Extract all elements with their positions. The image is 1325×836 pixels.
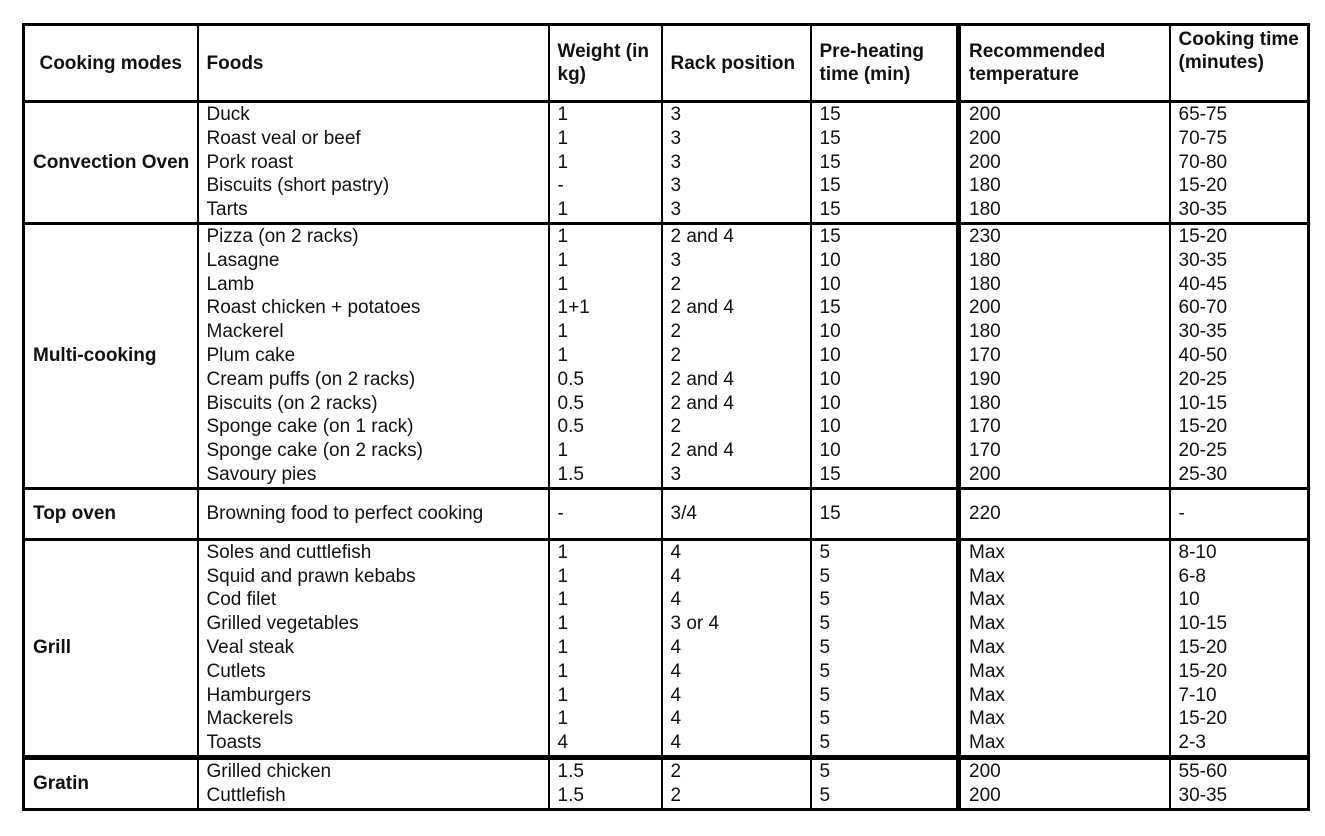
cell-weight: 1 [557, 440, 569, 462]
group-multi-cooking [24, 223, 1309, 488]
cell-cooking-time: 55-60 [1178, 760, 1228, 782]
cell-weight: 1 [557, 636, 569, 658]
cell-rack-position: 3/4 [670, 502, 697, 524]
group-grill [24, 539, 1309, 757]
cell-rack-position: 4 [670, 708, 682, 730]
column-rack-position [662, 102, 811, 224]
cell-preheating-time: 5 [819, 660, 831, 682]
cell-food: Grilled chicken [206, 760, 332, 782]
cell-cooking-time: 10-15 [1178, 392, 1228, 414]
cell-cooking-time: 15-20 [1178, 708, 1228, 730]
cell-rack-position: 2 [670, 344, 682, 366]
table-row [24, 488, 1309, 539]
cell-rack-position: 2 [670, 784, 682, 806]
cooking-modes-table [22, 23, 1310, 811]
cell-rack-position: 2 [670, 760, 682, 782]
cell-weight: 1 [557, 684, 569, 706]
cell-food: Soles and cuttlefish [206, 541, 372, 563]
column-rack-position [662, 488, 811, 539]
cell-preheating-time: 15 [819, 199, 841, 221]
column-temperature [959, 757, 1170, 809]
column-weight [549, 757, 662, 809]
cell-cooking-time: 2-3 [1178, 732, 1206, 754]
group-convection-oven [24, 102, 1309, 224]
column-temperature [959, 102, 1170, 224]
cell-preheating-time: 15 [819, 151, 841, 173]
column-temperature [959, 539, 1170, 757]
cell-weight: 1 [557, 321, 569, 343]
column-cooking-time [1170, 223, 1309, 488]
column-cooking-time [1170, 757, 1309, 809]
cell-cooking-time: 6-8 [1178, 565, 1206, 587]
table-row [24, 539, 1309, 757]
cooking-table-container [22, 23, 1307, 811]
cell-rack-position: 2 and 4 [670, 392, 734, 414]
cell-cooking-time: 20-25 [1178, 440, 1228, 462]
cell-preheating-time: 10 [819, 416, 841, 438]
cell-food: Roast veal or beef [206, 127, 361, 149]
cell-food: Grilled vegetables [206, 613, 359, 635]
cell-cooking-time: 40-50 [1178, 344, 1228, 366]
cell-food: Cod filet [206, 589, 277, 611]
group-top-oven [24, 488, 1309, 539]
cell-food: Sponge cake (on 1 rack) [206, 416, 414, 438]
cell-cooking-time: 20-25 [1178, 368, 1228, 390]
cell-cooking-time: 40-45 [1178, 273, 1228, 295]
cooking-mode-label: Gratin [24, 757, 198, 809]
column-weight [549, 102, 662, 224]
cell-weight: 1 [557, 565, 569, 587]
cooking-mode-label: Top oven [24, 488, 198, 539]
cell-rack-position: 2 and 4 [670, 440, 734, 462]
cell-rack-position: 4 [670, 636, 682, 658]
cell-weight: 0.5 [557, 416, 584, 438]
cell-temperature: 200 [969, 784, 1001, 806]
cell-food: Mackerels [206, 708, 294, 730]
cell-temperature: 200 [969, 127, 1001, 149]
cell-rack-position: 2 and 4 [670, 225, 734, 247]
cell-preheating-time: 15 [819, 127, 841, 149]
cell-preheating-time: 15 [819, 225, 841, 247]
cell-preheating-time: 10 [819, 321, 841, 343]
cell-temperature: Max [969, 684, 1005, 706]
group-gratin [24, 757, 1309, 809]
cell-temperature: 180 [969, 392, 1001, 414]
table-row [24, 757, 1309, 809]
cell-weight: 1.5 [557, 784, 584, 806]
cell-cooking-time: 10 [1178, 589, 1200, 611]
cell-food: Duck [206, 104, 250, 125]
cell-weight: 4 [557, 732, 569, 754]
cell-food: Browning food to perfect cooking [206, 502, 484, 524]
cell-temperature: Max [969, 541, 1005, 563]
cell-weight: 1.5 [557, 463, 584, 485]
cell-food: Biscuits (on 2 racks) [206, 392, 378, 414]
cell-temperature: 190 [969, 368, 1001, 390]
cell-rack-position: 2 [670, 321, 682, 343]
cell-preheating-time: 15 [819, 297, 841, 319]
cell-temperature: Max [969, 708, 1005, 730]
cell-cooking-time: 65-75 [1178, 104, 1228, 125]
cell-rack-position: 3 [670, 127, 682, 149]
cell-weight: 1 [557, 541, 569, 563]
cell-food: Lamb [206, 273, 255, 295]
cell-weight: 1 [557, 151, 569, 173]
cell-food: Hamburgers [206, 684, 312, 706]
cell-preheating-time: 5 [819, 541, 831, 563]
table-header [24, 25, 1309, 102]
cell-preheating-time: 15 [819, 502, 841, 524]
header-weight: Weight (in kg) [549, 25, 662, 102]
cell-cooking-time: - [1178, 502, 1185, 524]
cell-preheating-time: 5 [819, 760, 831, 782]
cell-weight: 1 [557, 104, 569, 125]
cell-preheating-time: 10 [819, 249, 841, 271]
cell-food: Cutlets [206, 660, 266, 682]
column-preheating-time [811, 757, 959, 809]
cell-temperature: Max [969, 565, 1005, 587]
cell-rack-position: 4 [670, 732, 682, 754]
cell-cooking-time: 70-80 [1178, 151, 1228, 173]
cell-weight: 1 [557, 589, 569, 611]
cell-cooking-time: 15-20 [1178, 636, 1228, 658]
cell-rack-position: 2 and 4 [670, 368, 734, 390]
column-food [198, 102, 549, 224]
cell-rack-position: 4 [670, 565, 682, 587]
column-cooking-time [1170, 488, 1309, 539]
cell-temperature: 170 [969, 344, 1001, 366]
cell-preheating-time: 10 [819, 273, 841, 295]
cell-food: Tarts [206, 199, 248, 221]
cell-temperature: 230 [969, 225, 1001, 247]
cell-rack-position: 4 [670, 684, 682, 706]
cell-food: Roast chicken + potatoes [206, 297, 421, 319]
cell-temperature: Max [969, 636, 1005, 658]
cell-preheating-time: 10 [819, 392, 841, 414]
cell-cooking-time: 70-75 [1178, 127, 1228, 149]
cell-food: Biscuits (short pastry) [206, 175, 390, 197]
cell-weight: 1 [557, 273, 569, 295]
cell-weight: 0.5 [557, 368, 584, 390]
table-row [24, 223, 1309, 488]
cooking-mode-label: Multi-cooking [24, 223, 198, 488]
column-temperature [959, 223, 1170, 488]
column-food [198, 757, 549, 809]
cell-cooking-time: 15-20 [1178, 416, 1228, 438]
cell-cooking-time: 15-20 [1178, 225, 1228, 247]
cell-preheating-time: 10 [819, 368, 841, 390]
cell-food: Mackerel [206, 321, 284, 343]
cell-weight: 1 [557, 225, 569, 247]
cell-weight: - [557, 502, 564, 524]
column-preheating-time [811, 488, 959, 539]
cell-preheating-time: 15 [819, 463, 841, 485]
cell-cooking-time: 7-10 [1178, 684, 1217, 706]
cell-weight: 1 [557, 127, 569, 149]
cell-preheating-time: 5 [819, 589, 831, 611]
cell-rack-position: 3 [670, 199, 682, 221]
header-recommended-temperature: Recommended temperature [959, 25, 1170, 102]
cell-temperature: 180 [969, 321, 1001, 343]
cell-rack-position: 2 [670, 273, 682, 295]
cell-temperature: 200 [969, 463, 1001, 485]
cell-food: Plum cake [206, 344, 296, 366]
cell-food: Lasagne [206, 249, 280, 271]
cell-rack-position: 3 [670, 151, 682, 173]
column-cooking-time [1170, 102, 1309, 224]
column-rack-position [662, 539, 811, 757]
cell-rack-position: 4 [670, 660, 682, 682]
column-food [198, 488, 549, 539]
cell-cooking-time: 30-35 [1178, 784, 1228, 806]
cell-temperature: 170 [969, 416, 1001, 438]
cell-food: Veal steak [206, 636, 295, 658]
cell-preheating-time: 5 [819, 784, 831, 806]
cell-cooking-time: 15-20 [1178, 175, 1228, 197]
column-weight [549, 223, 662, 488]
cell-preheating-time: 5 [819, 565, 831, 587]
column-preheating-time [811, 223, 959, 488]
cell-weight: 1 [557, 344, 569, 366]
column-preheating-time [811, 539, 959, 757]
cell-temperature: 200 [969, 297, 1001, 319]
cell-weight: - [557, 175, 564, 197]
cell-temperature: 180 [969, 249, 1001, 271]
header-cooking-modes: Cooking modes [24, 25, 198, 102]
cell-rack-position: 3 [670, 104, 682, 125]
cell-food: Toasts [206, 732, 262, 754]
cell-temperature: 200 [969, 760, 1001, 782]
cell-weight: 1.5 [557, 760, 584, 782]
cell-weight: 1 [557, 708, 569, 730]
cell-cooking-time: 30-35 [1178, 249, 1228, 271]
cell-weight: 1 [557, 249, 569, 271]
cell-rack-position: 3 [670, 175, 682, 197]
cell-rack-position: 3 [670, 249, 682, 271]
cell-weight: 0.5 [557, 392, 584, 414]
cell-food: Savoury pies [206, 463, 317, 485]
cell-cooking-time: 30-35 [1178, 321, 1228, 343]
column-preheating-time [811, 102, 959, 224]
cell-cooking-time: 8-10 [1178, 541, 1217, 563]
column-temperature [959, 488, 1170, 539]
cell-cooking-time: 60-70 [1178, 297, 1228, 319]
cell-weight: 1+1 [557, 297, 590, 319]
cell-weight: 1 [557, 199, 569, 221]
cell-food: Cuttlefish [206, 784, 286, 806]
cell-cooking-time: 15-20 [1178, 660, 1228, 682]
column-weight [549, 488, 662, 539]
cell-temperature: Max [969, 660, 1005, 682]
cell-temperature: Max [969, 613, 1005, 635]
column-cooking-time [1170, 539, 1309, 757]
cell-food: Pizza (on 2 racks) [206, 225, 359, 247]
cooking-mode-label: Convection Oven [24, 102, 198, 224]
column-rack-position [662, 223, 811, 488]
cell-temperature: 180 [969, 175, 1001, 197]
table-row [24, 102, 1309, 224]
cell-rack-position: 3 [670, 463, 682, 485]
cooking-mode-label: Grill [24, 539, 198, 757]
cell-preheating-time: 5 [819, 708, 831, 730]
cell-temperature: 200 [969, 151, 1001, 173]
cell-preheating-time: 5 [819, 613, 831, 635]
header-rack-position: Rack position [662, 25, 811, 102]
cell-rack-position: 3 or 4 [670, 613, 720, 635]
cell-preheating-time: 5 [819, 732, 831, 754]
cell-rack-position: 4 [670, 541, 682, 563]
cell-preheating-time: 10 [819, 440, 841, 462]
cell-weight: 1 [557, 660, 569, 682]
column-food [198, 539, 549, 757]
cell-temperature: 220 [969, 502, 1001, 524]
header-preheating-time: Pre-heating time (min) [811, 25, 959, 102]
cell-cooking-time: 30-35 [1178, 199, 1228, 221]
cell-weight: 1 [557, 613, 569, 635]
cell-temperature: 200 [969, 104, 1001, 125]
cell-preheating-time: 15 [819, 175, 841, 197]
header-cooking-time: Cooking time (minutes) [1170, 25, 1309, 102]
cell-preheating-time: 5 [819, 684, 831, 706]
cell-temperature: 180 [969, 199, 1001, 221]
cell-food: Cream puffs (on 2 racks) [206, 368, 416, 390]
cell-rack-position: 2 [670, 416, 682, 438]
cell-temperature: Max [969, 732, 1005, 754]
cell-cooking-time: 25-30 [1178, 463, 1228, 485]
cell-rack-position: 2 and 4 [670, 297, 734, 319]
cell-temperature: 170 [969, 440, 1001, 462]
column-rack-position [662, 757, 811, 809]
column-food [198, 223, 549, 488]
cell-temperature: 180 [969, 273, 1001, 295]
cell-preheating-time: 10 [819, 344, 841, 366]
cell-temperature: Max [969, 589, 1005, 611]
header-foods: Foods [198, 25, 549, 102]
cell-preheating-time: 5 [819, 636, 831, 658]
cell-food: Squid and prawn kebabs [206, 565, 416, 587]
cell-food: Pork roast [206, 151, 294, 173]
cell-preheating-time: 15 [819, 104, 841, 125]
cell-food: Sponge cake (on 2 racks) [206, 440, 424, 462]
cell-cooking-time: 10-15 [1178, 613, 1228, 635]
column-weight [549, 539, 662, 757]
cell-rack-position: 4 [670, 589, 682, 611]
